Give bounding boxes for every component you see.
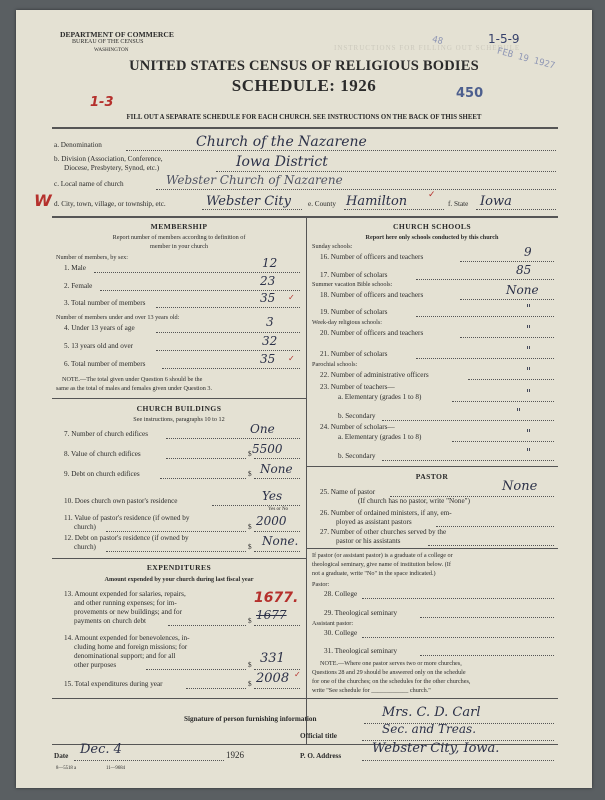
official-title-label: Official title — [300, 732, 337, 740]
q9-dollar: $ — [248, 470, 252, 478]
date-value: Dec. 4 — [80, 742, 122, 757]
q10-label: 10. Does church own pastor's residence — [64, 497, 178, 505]
census-schedule-sheet: INSTRUCTIONS FOR FILLING OUT SCHEDULE DEPARTMENT OF COMMERCE BUREAU OF THE CENSUS WASHINGTON UNITED STATES CENSUS OF RELIGIOUS BODIES SCHEDULE: 1926 1-5-9 48 FEB 19 1927 450 1-3 FILL OUT A SEPARATE SCHEDULE FOR EACH CHURCH. SEE INSTRUCTIONS ON THE BACK OF THIS SHEET a. Denomination Church of the Nazarene b. Division (Association, Conference, Diocese, Presbytery, Synod, etc.) Iowa District c. Local name of church Webster Church of Nazarene W d. City, town, village, or township, etc. Webster City e. County Hamilton ✓ f. State Iowa MEMBERSHIP Report number of members according to definition of member in your church Number of members, by sex: 1. Male 12 2. Female 23 3. Total number of members 35 ✓ Number of members under and over 13 years old: 4. Under 13 years of age 3 5. 13 years old and over 32 6. Total number of members 35 ✓ NOTE.—The total given under Question 6 should be the same as the total of males and females given under Question 3. CHURCH BUILDINGS See instructions, paragraphs 10 to 12 7. Number of church edifices One 8. Value of church edifices $ 5500 9. Debt on church edifices $ None 10. Does church own pastor's residence Yes Yes or No 11. Value of pastor's residence (if owned by church) $ 2000 12. Debt on pastor's residence (if owned by church) $ None. EXPENDITURES Amount expended by your church during last fiscal year 13. Amount expended for salaries, repairs, and other running expenses; for im- provements or new buildings; and for payments on church debt $ 1677. 1677 14. Amount expended for benevolences, in- cluding home and foreign missions; for denominational support; and for all other purposes $ 331 15. Total expenditures during year $ 2008 ✓ CHURCH SCHOOLS Report here only schools conducted by this church Sunday schools: 16. Number of officers and teachers 9 17. Number of scholars 85 Summer vacation Bible schools: 18. Number of officers and teachers None 19. Number of scholars " Week-day religious schools: 20. Number of officers and teachers " 21. Number of scholars " Parochial schools: 22. Number of administrative officers " 23. Number of teachers— a. Elementary (grades 1 to 8) " b. Secondary " 24. Number of scholars— a. Elementary (grades 1 to 8) " b. Secondary " PASTOR 25. Name of pastor None (If church has no pastor, write "None") 26. Number of ordained ministers, if any, em- ployed as assistant pastors 27. Number of other churches served by the pastor or his assistants If pastor (or assistant pastor) is a graduate of a college or theological seminary, give name of institution below. (If not a graduate, write "No" in the space indicated.) Pastor: 28. College 29. Theological seminary Assistant pastor: 30. College 31. Theological seminary NOTE.—Where one pastor serves two or more churches, Questions 28 and 29 should be answered only on the schedule for one of the churches; on the schedules for the other churches, write "See schedule for ____________ church." Signature of person furnishing information Mrs. C. D. Carl Official title Sec. and Treas. Date Dec. 4 1926 P. O. Address Webster City, Iowa. 8—5518 a 11—9684 — [16, 10, 592, 788]
q22-label: 22. Number of administrative officers — [320, 371, 429, 379]
q25-value: None — [502, 479, 538, 494]
bureau: BUREAU OF THE CENSUS — [72, 39, 144, 45]
q9-label: 9. Debt on church edifices — [64, 470, 140, 478]
pastor-sub-label: Pastor: — [312, 581, 330, 588]
q15-value: 2008 — [256, 671, 290, 686]
membership-sub2: member in your church — [150, 243, 208, 250]
q20-label: 20. Number of officers and teachers — [320, 329, 424, 337]
grad-instr-2: theological seminary, give name of institution below. (If — [312, 561, 451, 568]
q14-dollar: $ — [248, 661, 252, 669]
q26-label-b: ployed as assistant pastors — [336, 518, 412, 526]
q15-dollar: $ — [248, 680, 252, 688]
q8-value: 5500 — [252, 442, 283, 456]
membership-title: MEMBERSHIP — [150, 222, 208, 231]
q23a-label: a. Elementary (grades 1 to 8) — [338, 393, 422, 401]
q12-value: None. — [262, 534, 299, 548]
local-name-label: c. Local name of church — [54, 180, 124, 188]
q4-value: 3 — [266, 315, 274, 329]
q1-value: 12 — [262, 256, 278, 270]
q3-value: 35 — [260, 291, 276, 305]
buildings-sub: See instructions, paragraphs 10 to 12 — [133, 416, 225, 423]
grad-instr-3: not a graduate, write "No" in the space indicated.) — [312, 570, 436, 577]
q14-label-a: 14. Amount expended for benevolences, in- — [64, 634, 190, 642]
county-label: e. County — [308, 200, 336, 208]
q17-value: 85 — [516, 263, 532, 277]
q25-label: 25. Name of pastor — [320, 488, 376, 496]
membership-note-1: NOTE.—The total given under Question 6 should be the — [62, 376, 203, 383]
q23b-value: " — [516, 406, 522, 419]
q26-label-a: 26. Number of ordained ministers, if any, em- — [320, 509, 452, 517]
q12-dollar: $ — [248, 543, 252, 551]
schedule-title: SCHEDULE: 1926 — [231, 76, 377, 95]
q24a-value: " — [526, 427, 532, 440]
q8-label: 8. Value of church edifices — [64, 450, 141, 458]
q12-label: 12. Debt on pastor's residence (if owned by — [64, 534, 189, 542]
po-address-label: P. O. Address — [300, 752, 342, 760]
q21-value: " — [526, 344, 532, 357]
q7-value: One — [250, 422, 275, 436]
q15-label: 15. Total expenditures during year — [64, 680, 163, 688]
ghost-text: INSTRUCTIONS FOR FILLING OUT SCHEDULE — [334, 44, 521, 52]
q31-label: 31. Theological seminary — [324, 647, 398, 655]
q23-label: 23. Number of teachers— — [320, 383, 395, 391]
q22-value: " — [526, 365, 532, 378]
q5-label: 5. 13 years old and over — [64, 342, 134, 350]
county-value: Hamilton — [346, 194, 408, 209]
q1-label: 1. Male — [64, 264, 86, 272]
city-label: d. City, town, village, or township, etc. — [54, 200, 166, 208]
parochial-label: Parochial schools: — [312, 361, 358, 368]
division-value: Iowa District — [236, 154, 328, 170]
denomination-value: Church of the Nazarene — [196, 134, 367, 150]
state-label: f. State — [448, 200, 469, 208]
q16-value: 9 — [524, 245, 532, 259]
stamp-number: 48 — [430, 34, 444, 48]
instruction-line: FILL OUT A SEPARATE SCHEDULE FOR EACH CHURCH. SEE INSTRUCTIONS ON THE BACK OF THIS SHEET — [126, 114, 482, 121]
q13-label-c: provements or new buildings; and for — [74, 608, 182, 616]
q11-value: 2000 — [256, 514, 287, 528]
pastor-note-4: write "See schedule for ____________ church." — [312, 687, 431, 694]
q8-dollar: $ — [248, 450, 252, 458]
date-label: Date — [54, 752, 69, 760]
q27-label-a: 27. Number of other churches served by the — [320, 528, 447, 536]
q23a-value: " — [526, 387, 532, 400]
city-washington: WASHINGTON — [94, 47, 129, 53]
weekday-label: Week-day religious schools: — [312, 319, 382, 326]
q12-label-2: church) — [74, 543, 96, 551]
q13-red-figure: 1677. — [254, 590, 299, 606]
q24b-label: b. Secondary — [338, 452, 376, 460]
q19-value: " — [526, 302, 532, 315]
city-value: Webster City — [206, 194, 291, 209]
q29-label: 29. Theological seminary — [324, 609, 398, 617]
asst-pastor-label: Assistant pastor: — [312, 620, 354, 627]
schools-sub: Report here only schools conducted by this church — [365, 234, 499, 241]
pastor-title: PASTOR — [415, 472, 449, 481]
q7-label: 7. Number of church edifices — [64, 430, 149, 438]
grad-instr-1: If pastor (or assistant pastor) is a graduate of a college or — [312, 552, 453, 559]
q13-dollar: $ — [248, 617, 252, 625]
sunday-label: Sunday schools: — [312, 243, 353, 250]
po-address-value: Webster City, Iowa. — [372, 741, 500, 756]
q17-label: 17. Number of scholars — [320, 271, 388, 279]
q24b-value: " — [526, 446, 532, 459]
age-label: Number of members under and over 13 years old: — [56, 314, 180, 321]
q9-value: None — [260, 462, 293, 476]
q23b-label: b. Secondary — [338, 412, 376, 420]
form-number: 8—5518 a — [56, 766, 77, 771]
q14-label-b: cluding home and foreign missions; for — [74, 643, 188, 651]
q14-value: 331 — [260, 651, 285, 666]
division-label-2: Diocese, Presbytery, Synod, etc.) — [64, 164, 160, 172]
q5-value: 32 — [262, 334, 278, 348]
signature-label: Signature of person furnishing information — [184, 715, 317, 723]
w-mark: W — [34, 191, 52, 210]
received-stamp: FEB 19 1927 — [495, 46, 556, 72]
q14-label-c: denominational support; and for all — [74, 652, 176, 660]
q13-label-b: and other running expenses; for im- — [74, 599, 177, 607]
q3-label: 3. Total number of members — [64, 299, 146, 307]
q18-value: None — [506, 283, 539, 297]
q2-value: 23 — [260, 274, 276, 288]
q10-value: Yes — [262, 489, 283, 503]
q18-label: 18. Number of officers and teachers — [320, 291, 424, 299]
date-year: 1926 — [226, 750, 244, 760]
official-title-value: Sec. and Treas. — [382, 722, 477, 736]
q24-label: 24. Number of scholars— — [320, 423, 395, 431]
q19-label: 19. Number of scholars — [320, 308, 388, 316]
q14-label-d: other purposes — [74, 661, 117, 669]
q2-label: 2. Female — [64, 282, 93, 290]
pastor-note-3: for one of the churches; on the schedules for the other churches, — [312, 678, 471, 685]
department: DEPARTMENT OF COMMERCE — [60, 30, 174, 39]
expenditures-title: EXPENDITURES — [146, 563, 212, 572]
q13-label-a: 13. Amount expended for salaries, repairs, — [64, 590, 186, 598]
red-code: 1-3 — [90, 95, 114, 110]
division-label: b. Division (Association, Conference, — [54, 155, 163, 163]
summer-label: Summer vacation Bible schools: — [312, 281, 393, 288]
q11-label-2: church) — [74, 523, 96, 531]
schedule-number: 450 — [456, 86, 484, 101]
q30-label: 30. College — [324, 629, 358, 637]
membership-sub1: Report number of members according to definition of — [112, 234, 246, 241]
q13-label-d: payments on church debt — [74, 617, 147, 625]
buildings-title: CHURCH BUILDINGS — [136, 404, 222, 413]
q24a-label: a. Elementary (grades 1 to 8) — [338, 433, 422, 441]
yes-no-hint: Yes or No — [268, 507, 289, 512]
print-number: 11—9684 — [106, 766, 126, 771]
q27-label-b: pastor or his assistants — [336, 537, 401, 545]
q13-value: 1677 — [256, 608, 287, 622]
denomination-label: a. Denomination — [54, 141, 102, 149]
pastor-note-1: NOTE.—Where one pastor serves two or more churches, — [320, 660, 462, 667]
expenditures-sub: Amount expended by your church during last fiscal year — [104, 576, 254, 583]
q20-value: " — [526, 323, 532, 336]
membership-note-2: same as the total of males and females given under Question 3. — [56, 385, 213, 392]
q6-value: 35 — [260, 352, 276, 366]
q21-label: 21. Number of scholars — [320, 350, 388, 358]
q16-label: 16. Number of officers and teachers — [320, 253, 424, 261]
q11-label: 11. Value of pastor's residence (if owned by — [64, 514, 190, 522]
q11-dollar: $ — [248, 523, 252, 531]
pastor-note-2: Questions 28 and 29 should be answered only on the schedule — [312, 669, 466, 676]
form-title: UNITED STATES CENSUS OF RELIGIOUS BODIES — [129, 58, 479, 74]
top-right-mark: 1-5-9 — [488, 32, 520, 46]
state-value: Iowa — [480, 194, 512, 209]
signature-value: Mrs. C. D. Carl — [382, 705, 481, 720]
q6-label: 6. Total number of members — [64, 360, 146, 368]
q28-label: 28. College — [324, 590, 358, 598]
by-sex-label: Number of members, by sex: — [56, 254, 128, 261]
q4-label: 4. Under 13 years of age — [64, 324, 135, 332]
local-name-value: Webster Church of Nazarene — [166, 173, 343, 187]
q25-note: (If church has no pastor, write "None") — [358, 497, 470, 505]
schools-title: CHURCH SCHOOLS — [393, 222, 471, 231]
